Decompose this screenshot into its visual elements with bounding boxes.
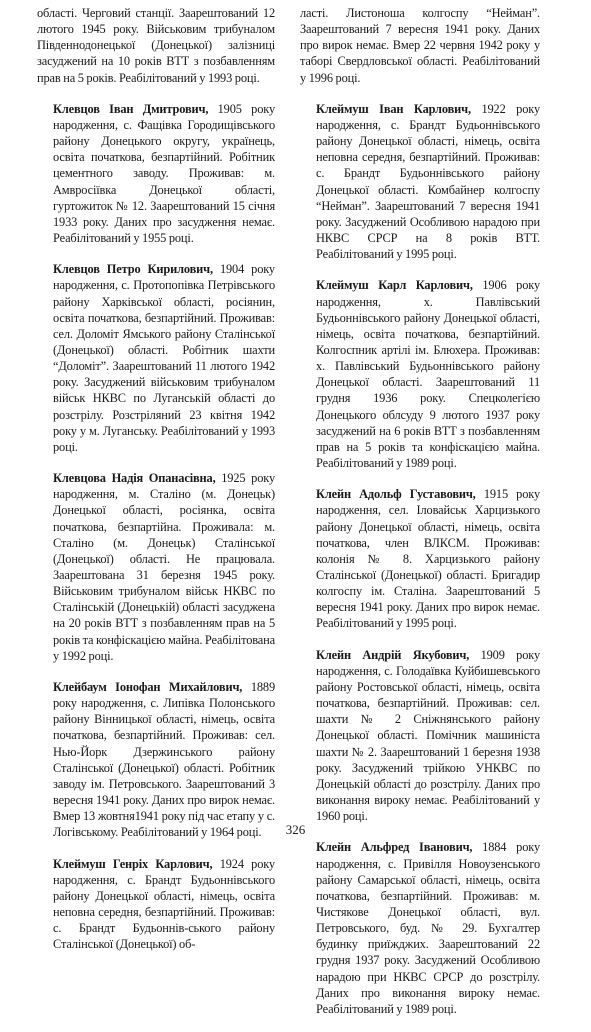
entry-continuation: [300, 5, 540, 86]
entry-name: Клеймуш Карл Карлович,: [316, 278, 473, 293]
entry-name: Клейн Альфред Іванович,: [316, 840, 473, 855]
entry-text: 1924 року народження, с. Брандт Будьоннівського району Донецької області, німець, освіта неповна середня, безпартійний. Проживав: с. Брандт Будьоннів-ського району Сталінської (Донецької) об-: [53, 856, 275, 952]
entry-name: Клеймуш Генріх Карлович,: [53, 856, 213, 871]
entry-continuation: [37, 5, 275, 86]
entry-name: Клейбаум Іонофан Михайлович,: [53, 679, 243, 694]
entry-text: 1906 року народження, х. Павлівський Будьоннівського району Донецької області, німець, освіта початкова, безпартійний. Колгоспник артілі ім. Блюхера. Проживав: х. Павлівський Будьоннівського району Донецької області. Заарештований 11 грудня 1936 року. Спецколегією Донецького облсуду 9 лютого 1937 року засуджений на 6 років ВТТ з позбавленням прав на 5 років та конфіскацією майна. Реабілітований у 1989 році.: [316, 278, 540, 471]
entry: [300, 486, 540, 631]
entry-name: Клейн Андрій Якубович,: [316, 647, 470, 662]
entry-name: Клевцов Петро Кирилович,: [53, 262, 213, 277]
entry: [300, 277, 540, 471]
entry-text: 1889 року народження, с. Липівка Полонського району Вінницької області, німець, освіта початкова, безпартійний. Проживав: сел. Нью-Йорк Дзержинського району Сталінської (Донецької) області. Робітник заводу ім. Петровського. Заарештований 3 вересня 1941 року. Даних про вирок немає. Вмер 13 жовтня1941 року під час етапу у с. Логівському. Реабілітований у 1964 році.: [53, 679, 275, 840]
entry-text: 1909 року народження, с. Голодаївка Куйбишевського району Ростовської області, німець, освіта початкова, безпартійний. Проживав: сел. шахти № 2 Сніжнянського району Донецької області. Помічник машиніста шахти № 2. Заарештований 1 березня 1938 року. Засуджений трійкою УНКВС по Донецькій області до розстрілу. Даних про виконання вироку немає. Реабілітований у 1960 році.: [316, 647, 540, 824]
entry-text: 1904 року народження, с. Протопопівка Петрівського району Харківської області, росіянин, освіта початкова, безпартійний. Проживав: сел. Доломіт Ямського району Сталінської (Донецької) області. Робітник шахти “Доломіт”. Заарештований 11 лютого 1942 року. Засуджений військовим трибуналом військ НКВС по Луганській області до розстрілу. Розстріляний 23 квітня 1942 року у м. Луганську. Реабілітований у 1993 році.: [53, 262, 275, 454]
entry: [37, 679, 275, 841]
entry-name: Клеймуш Іван Карлович,: [316, 101, 471, 116]
entry: [300, 647, 540, 825]
entry-text: 1925 року народження, м. Сталіно (м. Донецьк) Донецької області, росіянка, освіта початкова, безпартійна. Проживала: м. Сталіно (м. Донецьк) Сталінської (Донецької) області. Не працювала. Заарештована 31 березня 1945 року. Військовим трибуналом військ НКВС по Сталінській (Донецькій) області засуджена на 20 років ВТТ з позбавленням прав на 5 років та конфіскацією майна. Реабілітована у 1992 році.: [53, 471, 275, 663]
entry-name: Клевцова Надія Опанасівна,: [53, 471, 216, 486]
entry: [37, 470, 275, 664]
entry-text: 1922 року народження, с. Брандт Будьоннівського району Донецької області, німець, освіта неповна середня, безпартійний. Проживав: с. Брандт Будьоннівського району Донецької області. Комбайнер колгоспу “Нейман”. Заарештований 7 вересня 1941 року. Засуджений Особливою нарадою при НКВС СРСР на 8 років ВТТ. Реабілітований у 1995 році.: [316, 101, 540, 262]
entry: [300, 101, 540, 263]
entry: [37, 101, 275, 246]
entry-text: 1905 року народження, с. Фащівка Городищівського району Донецького округу, українець, освіта початкова, безпартійний. Робітник цементного заводу. Проживав: м. Амвросіївка Донецької області, гуртожиток № 12. Заарештований 15 січня 1933 року. Даних про засудження немає. Реабілітований у 1955 році.: [53, 101, 275, 246]
right-column: [300, 5, 540, 1032]
entry-name: Клевцов Іван Дмитрович,: [53, 101, 209, 116]
page-number: 326: [285, 822, 306, 837]
entry-text: області. Черговий станції. Заарештований 12 лютого 1945 року. Військовим трибуналом Південнодонецької (Донецької) залізниці засуджений на 10 років ВТТ з позбавленням прав на 5 років. Реабілітований у 1993 році.: [37, 6, 275, 85]
entry: [300, 839, 540, 1017]
entry-text: 1884 року народження, с. Привілля Новоузенського району Самарської області, німець, освіта початкова, безпартійний. Проживав: м. Чистякове Донецької області, вул. Петровського, буд. № 29. Бухгалтер будинку приїжджих. Заарештований 22 грудня 1937 року. Засуджений Особливою нарадою при НКВС СРСР до розстрілу. Даних про виконання вироку немає. Реабілітований у 1989 році.: [316, 840, 540, 1016]
entry-name: Клейн Адольф Густавович,: [316, 487, 476, 502]
entry-text: 1915 року народження, сел. Іловайськ Харцизького району Донецької області, німець, освіта початкова, член ВЛКСМ. Проживав: колонія № 8. Харцизького району Сталінської (Донецької) області. Бригадир колгоспу ім. Сталіна. Заарештований 5 вересня 1941 року. Даних про вирок немає. Реабілітований у 1995 році.: [316, 487, 540, 631]
entry: [37, 261, 275, 455]
entry: [37, 856, 275, 953]
entry-text: ласті. Листоноша колгоспу “Нейман”. Заарештований 7 вересня 1941 року. Даних про вирок немає. Вмер 22 червня 1942 року у таборі Свердловської області. Реабілітований у 1996 році.: [300, 6, 540, 85]
